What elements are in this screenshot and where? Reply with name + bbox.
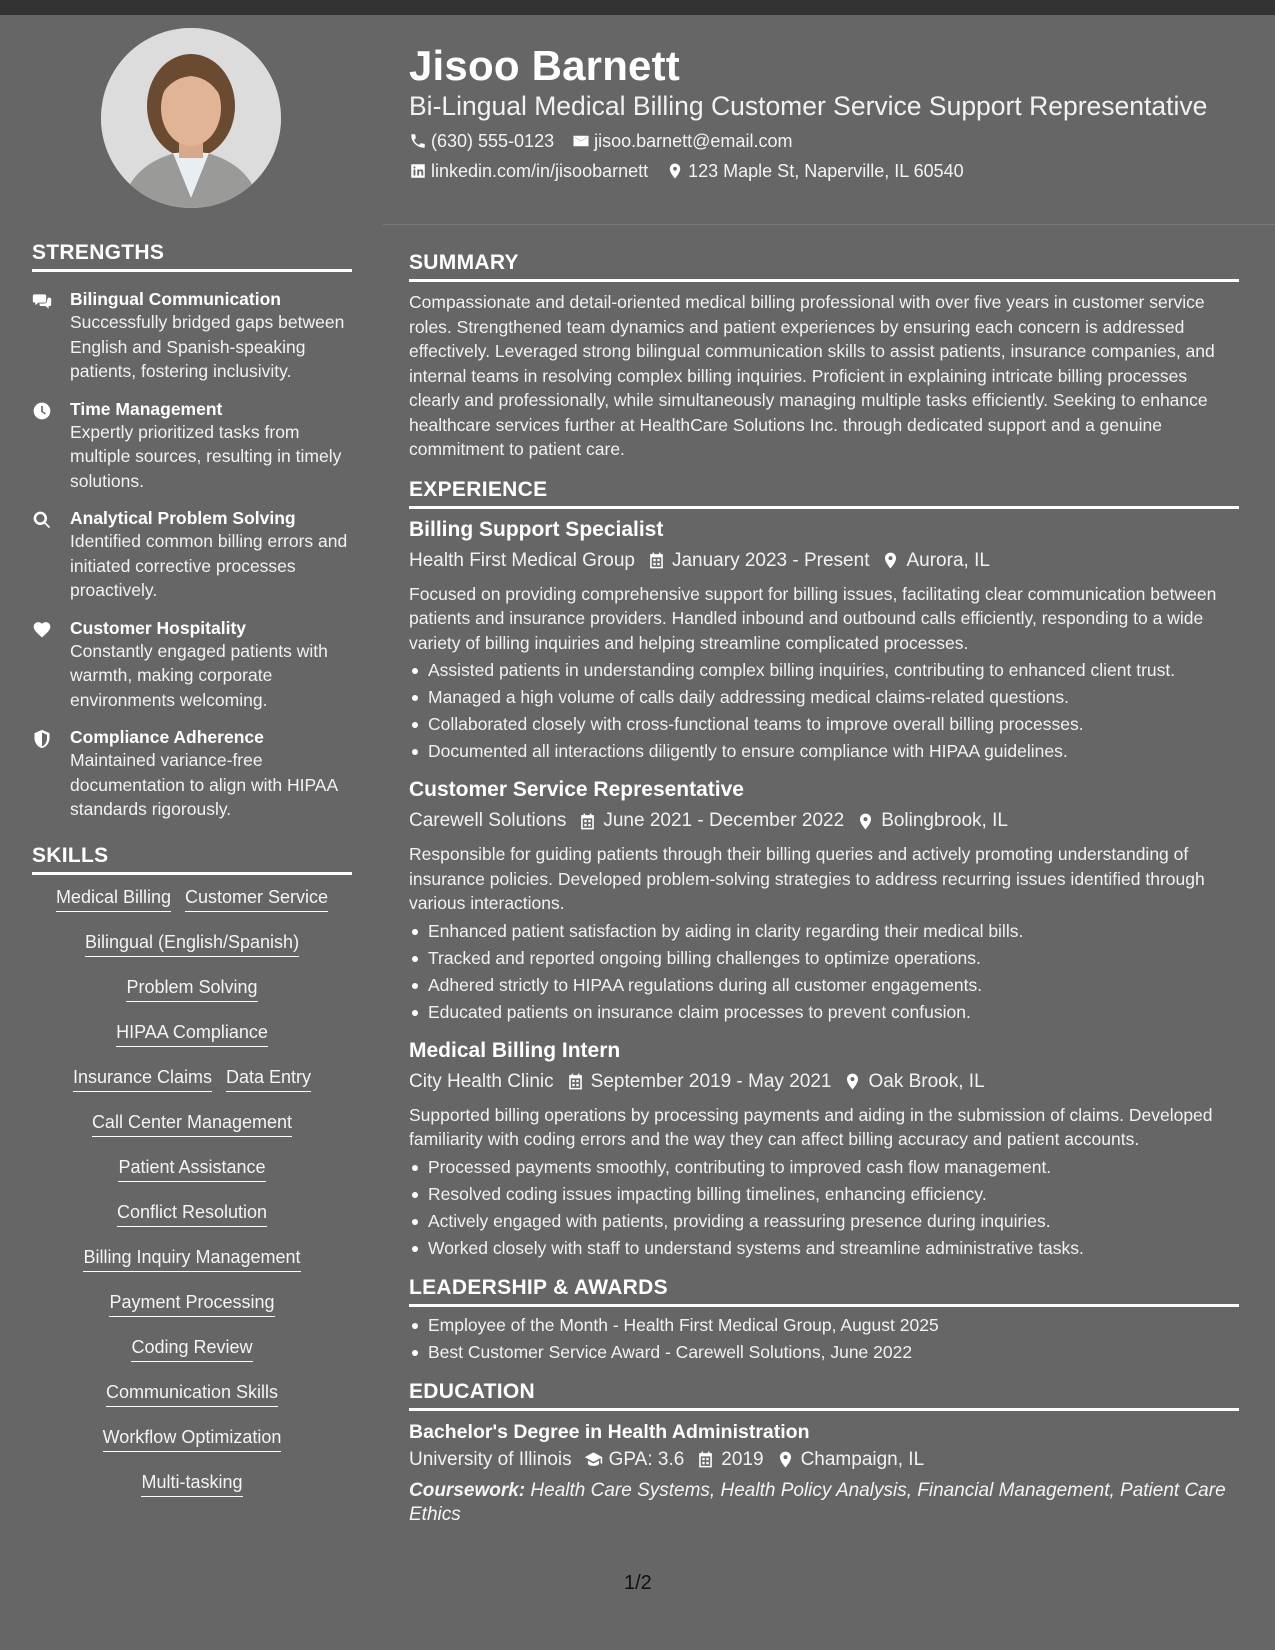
grad-year-group [696, 1447, 763, 1473]
degree-title: Bachelor's Degree in Health Administration [409, 1420, 810, 1443]
top-bar [0, 0, 1275, 15]
map-pin-icon [776, 1450, 795, 1469]
list-item: Processed payments smoothly, contributing to improved cash flow management. [409, 1155, 1239, 1179]
map-pin-icon [666, 162, 684, 180]
comments-icon [32, 288, 56, 384]
summary-section [409, 251, 1239, 462]
list-item: Collaborated closely with cross-functional teams to improve overall billing processes. [409, 712, 1239, 736]
list-item: Documented all interactions diligently to ensure compliance with HIPAA guidelines. [409, 739, 1239, 763]
awards-section [409, 1276, 1239, 1364]
education-title: EDUCATION [409, 1380, 1239, 1411]
map-pin-icon [843, 1072, 862, 1091]
awards-list [409, 1313, 1239, 1364]
skill-tag: Workflow Optimization [103, 1425, 282, 1452]
job-entry [409, 777, 1239, 1024]
skill-tag: Coding Review [131, 1335, 252, 1362]
email-contact[interactable] [572, 129, 792, 153]
job-company: Health First Medical Group [409, 549, 635, 571]
strength-title: Analytical Problem Solving [70, 508, 296, 528]
job-description: Focused on providing comprehensive support for billing issues, facilitating clear communication between patients and insurance providers. Handled inbound and outbound calls efficiently, responding to a wide variety of billing inquiries and helping streamline complicated processes. [409, 583, 1217, 653]
skill-tag: Medical Billing [56, 885, 171, 912]
strength-item [32, 617, 352, 713]
coursework-label: Coursework: [409, 1479, 526, 1501]
skill-tag: Insurance Claims [73, 1065, 212, 1092]
experience-section [409, 478, 1239, 1260]
list-item: Managed a high volume of calls daily addressing medical claims-related questions. [409, 685, 1239, 709]
list-item: Educated patients on insurance claim processes to prevent confusion. [409, 1000, 1239, 1024]
skill-tag: Problem Solving [126, 975, 257, 1002]
clock-icon [32, 398, 56, 494]
job-bullets [409, 1155, 1239, 1260]
grad-year: 2019 [721, 1448, 764, 1470]
job-location-group [856, 808, 1008, 834]
right-column [409, 15, 1239, 1527]
awards-title: LEADERSHIP & AWARDS [409, 1276, 1239, 1307]
list-item: Actively engaged with patients, providing a reassuring presence during inquiries. [409, 1209, 1239, 1233]
school-location: Champaign, IL [800, 1448, 925, 1470]
summary-text: Compassionate and detail-oriented medical billing professional with over five years in customer service roles. Strengthened team dynamics and patient experiences by ensuring each concern is addressed effectively. Leveraged strong bilingual communication skills to assist patients, insurance companies, and internal teams in resolving complex billing inquiries. Proficient in explaining intricate billing processes clearly and professionally, while simultaneously managing multiple tasks efficiently. Seeking to enhance healthcare services further at HealthCare Solutions Inc. through dedicated support and a genuine commitment to patient care. [409, 292, 1215, 459]
job-bullets [409, 658, 1239, 763]
strengths-title: STRENGTHS [32, 241, 352, 272]
map-pin-icon [856, 812, 875, 831]
strength-desc: Successfully bridged gaps between English and Spanish-speaking patients, fostering inclusivity. [70, 312, 345, 381]
phone-contact[interactable] [409, 129, 554, 153]
skill-tag: Conflict Resolution [117, 1200, 267, 1227]
list-item: Resolved coding issues impacting billing timelines, enhancing efficiency. [409, 1182, 1239, 1206]
skill-tag: Call Center Management [92, 1110, 292, 1137]
contact-row [409, 159, 1239, 183]
skill-tag: Communication Skills [106, 1380, 278, 1407]
strength-desc: Constantly engaged patients with warmth, making corporate environments welcoming. [70, 640, 328, 710]
education-meta [409, 1447, 1239, 1473]
job-location-group [843, 1069, 984, 1095]
strength-title: Compliance Adherence [70, 727, 264, 747]
candidate-headline: Bi-Lingual Medical Billing Customer Service Support Representative [409, 91, 1208, 122]
job-title: Medical Billing Intern [409, 1038, 621, 1062]
skill-tag: Payment Processing [109, 1290, 274, 1317]
email-text: jisoo.barnett@email.com [594, 130, 793, 151]
list-item: Best Customer Service Award - Carewell Solutions, June 2022 [409, 1340, 1239, 1364]
job-company: Carewell Solutions [409, 810, 567, 831]
job-title: Billing Support Specialist [409, 517, 664, 541]
linkedin-contact[interactable] [409, 159, 648, 183]
job-dates-group [578, 808, 844, 834]
search-icon [32, 507, 56, 603]
strength-item [32, 398, 352, 494]
envelope-icon [572, 132, 590, 150]
graduation-cap-icon [584, 1450, 603, 1469]
skill-tag: Customer Service [185, 885, 328, 912]
strength-desc: Identified common billing errors and initiated corrective processes proactively. [70, 531, 348, 600]
job-location-group [881, 548, 989, 574]
strength-title: Customer Hospitality [70, 617, 246, 638]
list-item: Adhered strictly to HIPAA regulations during all customer engagements. [409, 973, 1239, 997]
address-text: 123 Maple St, Naperville, IL 60540 [688, 160, 964, 181]
shield-icon [32, 726, 56, 822]
candidate-name: Jisoo Barnett [409, 42, 680, 89]
strength-item [32, 288, 352, 384]
strengths-section [32, 241, 352, 822]
education-section [409, 1380, 1239, 1527]
linkedin-text: linkedin.com/in/jisoobarnett [431, 160, 649, 181]
coursework-text: Health Care Systems, Health Policy Analysis, Financial Management, Patient Care Ethics [409, 1479, 1226, 1525]
skill-tag: Billing Inquiry Management [83, 1245, 300, 1272]
job-meta [409, 548, 1239, 574]
strength-desc: Maintained variance-free documentation to align with HIPAA standards rigorously. [70, 750, 338, 819]
coursework [409, 1479, 1239, 1527]
calendar-icon [696, 1450, 715, 1469]
strength-title: Bilingual Communication [70, 289, 281, 309]
school-location-group [776, 1447, 925, 1473]
job-dates-group [566, 1069, 832, 1095]
experience-title: EXPERIENCE [409, 478, 1239, 509]
skill-tag: Bilingual (English/Spanish) [85, 930, 299, 957]
list-item: Tracked and reported ongoing billing challenges to optimize operations. [409, 946, 1239, 970]
school-name: University of Illinois [409, 1448, 572, 1470]
strength-item [32, 507, 352, 603]
job-location: Oak Brook, IL [868, 1070, 985, 1092]
linkedin-icon [409, 162, 427, 180]
job-meta [409, 1069, 1239, 1095]
map-pin-icon [881, 551, 900, 570]
job-description: Responsible for guiding patients through their billing queries and actively promoting understanding of insurance policies. Developed problem-solving strategies to address recurring issues identified through various interactions. [409, 844, 1205, 913]
list-item: Assisted patients in understanding complex billing inquiries, contributing to enhanced client trust. [409, 658, 1239, 682]
job-title: Customer Service Representative [409, 778, 744, 801]
list-item: Enhanced patient satisfaction by aiding in clarity regarding their medical bills. [409, 919, 1239, 943]
calendar-icon [647, 551, 666, 570]
phone-icon [409, 132, 427, 150]
summary-title: SUMMARY [409, 251, 1239, 282]
skills-section [32, 844, 352, 1515]
job-location: Bolingbrook, IL [881, 810, 1008, 831]
phone-text: (630) 555-0123 [431, 130, 555, 151]
strength-item [32, 726, 352, 822]
skill-tag: Data Entry [226, 1065, 311, 1092]
page-number: 1/2 [624, 1572, 652, 1594]
job-entry [409, 1038, 1239, 1260]
heart-icon [32, 617, 56, 713]
strength-desc: Expertly prioritized tasks from multiple sources, resulting in timely solutions. [70, 421, 342, 491]
strength-title: Time Management [70, 398, 223, 419]
skills-list [32, 885, 352, 1515]
job-dates-group [647, 548, 870, 574]
skill-tag: HIPAA Compliance [116, 1020, 268, 1047]
address-contact [666, 159, 964, 183]
job-company: City Health Clinic [409, 1070, 554, 1092]
job-dates: June 2021 - December 2022 [603, 810, 845, 831]
job-dates: January 2023 - Present [671, 549, 870, 571]
calendar-icon [578, 812, 597, 831]
job-meta [409, 808, 1239, 834]
job-description: Supported billing operations by processing payments and aiding in the submission of claims. Developed familiarity with coding errors and the way they can affect billing accuracy and patient accounts. [409, 1104, 1213, 1149]
list-item: Employee of the Month - Health First Medical Group, August 2025 [409, 1313, 1239, 1337]
skill-tag: Multi-tasking [141, 1470, 242, 1497]
job-dates: September 2019 - May 2021 [590, 1070, 832, 1092]
gpa-text: GPA: 3.6 [608, 1448, 685, 1470]
skill-tag: Patient Assistance [118, 1155, 265, 1182]
left-column [32, 15, 352, 1515]
list-item: Worked closely with staff to understand systems and streamline administrative tasks. [409, 1236, 1239, 1260]
gpa-group [584, 1447, 685, 1473]
skills-title: SKILLS [32, 844, 352, 875]
job-entry [409, 517, 1239, 764]
calendar-icon [566, 1072, 585, 1091]
contact-row [409, 129, 1239, 153]
resume-header [409, 15, 1239, 225]
job-bullets [409, 919, 1239, 1024]
job-location: Aurora, IL [906, 549, 990, 571]
